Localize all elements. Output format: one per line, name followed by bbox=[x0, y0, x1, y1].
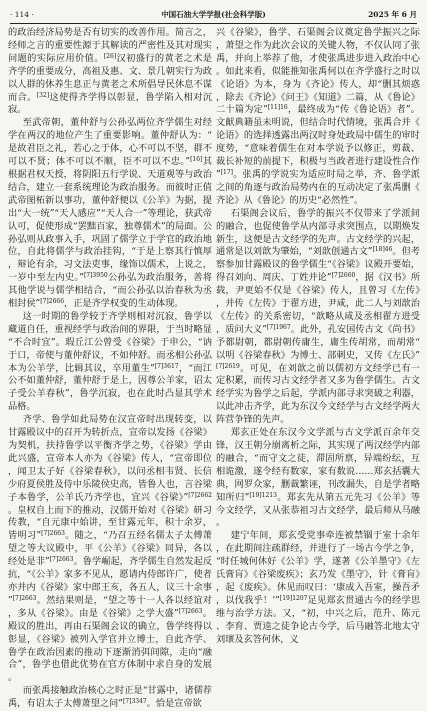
citation-ref: [32] bbox=[36, 91, 50, 99]
citation-ref: [7]3950 bbox=[83, 272, 108, 280]
issue-date: 2025 年 6 月 bbox=[368, 10, 417, 19]
journal-title: 中国石油大学学报(社会科学版) bbox=[161, 10, 266, 19]
text-run: 足见郑玄贯通古今的经学思维与治学方法。又，“初，中兴之后，范升、陈元、李育、贾逵之徒争论古今学，后马融答北地太守刘瓌及玄答何休，义 bbox=[216, 594, 421, 645]
citation-ref: [18]46 bbox=[372, 246, 393, 254]
text-run: 齐学、鲁学如此局势在汉宣帝时出现转变，以甘露殿议中的召开为转折点，宣帝以发扬《谷梁》为契机，扶持鲁学以平衡齐学之势，《谷梁》学由此兴盛，宣帝本人亦为《谷梁》传人，“宣帝即位，闻卫太子好《谷梁春秋》，以问丞相韦贤、长信少府夏侯胜及侍中乐陵侯史高，皆鲁人也，言谷梁子本鲁学，公羊氏乃齐学也，宜兴《谷梁》” bbox=[8, 414, 212, 503]
text-run: 兴《谷梁》，鲁学、石渠阁会议奠定鲁学振兴之际，萧望之作为此次会议的关键人物，不仅认同了张禹，并向上举荐了他，才使张禹进步进入政治中心。如此来看，似能推知张禹何以在齐学盛行之时以《论语》为本，身为《齐论》传人，却“删其烦惑，除去《齐论》《问王》《知道》二篇，从《鲁论》二十篇为定” bbox=[216, 27, 420, 116]
paragraph bbox=[216, 27, 420, 208]
running-header bbox=[10, 8, 417, 22]
citation-ref: [17] bbox=[220, 168, 234, 176]
text-run: ，据《汉书》所载，尹更始不仅是《谷梁》传人，且曾习《左传》，并传《左传》于翟方进，尹咸，此二人与刘歆治《左传》的关系密切，“歆略从咸及丞相翟方进受，质问大义” bbox=[216, 272, 421, 335]
text-run: 。鲁学崛起，齐学儒生自然发起反抗，“《公羊》家多不见从，愿请内侍郎许广，使者亦并内《谷梁》家中郎王亥，各五人，议三十余事” bbox=[8, 556, 213, 606]
citation-ref: [16] bbox=[190, 156, 203, 164]
text-run: ，最终成为“传《鲁论语》者”。文献典籍虽未明说，但结合时代情境，张禹合并《论语》的选择透露出两汉时身处政局中儒生的审时度势，“意味着儒生在对本学说予以修正，剪裁、裁长补短的前提下，积极与当政者进行建设性合作” bbox=[216, 104, 420, 180]
paragraph bbox=[216, 208, 420, 427]
text-run: 石渠阁会议后，鲁学的振兴不仅带来了学派间的融合，也促使鲁学从内部寻求突围点，以期焕发新生，这便是古文经学的先声。古文经学的兴起，通常是以刘歆为肇始，“刘歆创通古文” bbox=[216, 207, 420, 258]
text-run: 。可见，在刘歆之前以儒初方文经学已有一定积累，而传习古文经学者又多为鲁学儒生。古文经学实为鲁学之后起，学派内部寻求突破之利器，以此冲击齐学，此为东汉今文经学与古文经学两大阵营争锋的先声。 bbox=[216, 362, 420, 426]
paragraph bbox=[8, 685, 212, 711]
text-run: ，“而江公不如董仲舒，董仲舒于是上，因尊公羊家，诏太子受公羊春秋”，鲁学沉寂，也在此时凸显其学术品格。 bbox=[8, 362, 212, 413]
paragraph bbox=[8, 27, 212, 117]
text-run: 这一时期的鲁学较于齐学则相对沉寂，鲁学以藏道自任，重视经学与政治间的界限，于当时略显“不合时宜”。瑕丘江公曾受《谷梁》于申公，“讷于口，帝使与董仲舒议，不如仲舒。而丞相公孙弘本为公羊学，比辑其议，卒用董生” bbox=[8, 310, 212, 374]
paragraph bbox=[8, 311, 212, 414]
text-run: ，正是齐学权变的生动体现。 bbox=[64, 298, 184, 310]
text-run: 。张禹的学说实为适应时局之举，齐、鲁学派之间的角逐与政治局势内在的互动决定了张禹删《齐论》从《鲁论》的历史“必然性”。 bbox=[216, 168, 420, 206]
citation-ref: [19]1207 bbox=[279, 594, 308, 602]
text-run: 公孙弘为政治服务，善将其他学说与儒学相结合，“而公孙弘以治春秋为丞相封侯” bbox=[8, 272, 212, 310]
text-run: 汉初盛行的黄老之术是齐学的重要成分，高祖及惠、文、景几朝实行为政以人群的休养生息正与黄老之术所倡导民休息不谋而合。 bbox=[8, 52, 213, 103]
text-run: 。随之，“乃召五经名儒太子太傅萧望之等大议殿中，平《公羊》《谷梁》同异，各以经处是非” bbox=[8, 530, 212, 568]
citation-ref: [7]2663 bbox=[41, 530, 65, 538]
header-rule bbox=[10, 23, 417, 24]
paragraph bbox=[8, 117, 212, 311]
citation-ref: [7]1967 bbox=[266, 323, 291, 331]
text-run: 郑玄正处在东汉今文学派与古文学派百余年交锋，汉王朝分崩离析之际，其实现了两汉经学内部的融合，“而守文之徒，滞固所禀，异端纷纭，互相诡激，遂令经有数家，家有数说……郑玄括囊大典，网罗众家，删裁繁诬，刊改漏失，自是学者略知所归” bbox=[216, 427, 420, 503]
citation-ref: [7]3617 bbox=[154, 362, 179, 370]
page-number: · 114 · bbox=[10, 10, 34, 19]
left-column bbox=[8, 27, 213, 710]
text-run: 这使得齐学得以彰显，鲁学陷入相对沉寂。 bbox=[8, 91, 213, 116]
text-run: 。皇权自上而下的推动，汉儒开始对《谷梁》研习传教，“自元康中始讲，至甘露元年，积十余岁，皆明习” bbox=[8, 504, 212, 542]
paragraph bbox=[216, 427, 420, 530]
text-run: 。恰是宣帝欲 bbox=[146, 698, 202, 710]
text-run: 。此外，孔安国传古文《尚书》予都尉朝，都尉朝传庸生，庸生传胡常，而胡常“以明《谷梁春秋》为博士、部刺史，又传《左氏》” bbox=[216, 323, 420, 361]
right-column bbox=[216, 27, 421, 645]
citation-ref: [7]2662 bbox=[188, 491, 212, 499]
text-run: 。郑玄先从第五元先习《公羊》等今文经学，又从张恭祖习古文经学，最后师从马融。 bbox=[216, 491, 421, 529]
text-run: 其根据君权天授，将阴阳五行学说、天道观等与政治结合，建立一套系统理论为政治服务。而彼时正值武帝图柘新以事功，董仲舒便以《公羊》为据，提出“大一统”“天人感应”“天人合一”等理论，获武帝认可，促使形成“罢黜百家，独尊儒术”的局面。公孙弘则从政事入手，巩固了儒学立于学官的政治地位，自此将儒学与政治挂钩，“于是上察其行慎厚，辩论有余，习文法吏事，缘饰以儒术，上说之，一岁中至左内史。” bbox=[8, 156, 212, 284]
text-run: 至武帝朝，董仲舒与公孙弘两位齐学儒生对经学在两汉的地位产生了重要影响。董仲舒认为：“是故君臣之礼，若心之于体，心不可以不坚，群不可以不贤；体不可以不顺，臣不可以不忠。” bbox=[8, 117, 212, 168]
citation-ref: [7]2619 bbox=[216, 362, 240, 370]
citation-ref: [7]2660 bbox=[331, 272, 356, 280]
citation-ref: [7]2663 bbox=[12, 594, 37, 602]
citation-ref: [11]16 bbox=[267, 104, 288, 112]
paragraph bbox=[8, 414, 212, 685]
citation-ref: [7]2663 bbox=[49, 556, 74, 564]
text-run: 。然结果则是，“望之等十一人各以经谊对，多从《谷梁》。由是《谷梁》之学大盛” bbox=[8, 594, 212, 619]
text-run: 建宁年间，郑玄受党事牵连被禁锢于室十余年，在此期间注疏群经，并进行了一场古今学之争，“时任城何休好《公羊》学，遂著《公羊墨守》《左氏膏肓》《谷梁废疾》；玄乃发《墨守》，针《膏肓》，起《废疾》。休见而叹曰：‘康成入吾室，操吾矛，以伐我乎！’” bbox=[216, 530, 420, 606]
text-run: 而张禹接触政治核心之时正是“甘露中，诸儒荐禹，有诏太子太傅萧望之问” bbox=[8, 685, 212, 710]
citation-ref: [7]2663 bbox=[178, 607, 203, 615]
text-run: 。但考察参加甘露殿议的鲁学儒生“《谷梁》议殿开要始，得召刘向、周庆、丁姓并论” bbox=[216, 246, 420, 284]
citation-ref: [7]3347 bbox=[122, 698, 147, 706]
citation-ref: [26] bbox=[103, 52, 117, 60]
text-run: 的政治经济局势是否有切实的改善作用。简言之，经师之言的重要性源于其解读的严密性及其对现实问题的实际应用价值。 bbox=[8, 27, 212, 64]
paragraph bbox=[216, 530, 420, 646]
citation-ref: [7]2666 bbox=[40, 298, 65, 306]
citation-ref: [19]1213 bbox=[249, 491, 277, 499]
text-run: 。殿议的胜出，再由石渠阁会议的确立，鲁学终得以彰显，《谷梁》被列入学官并立博士，自此齐学、鲁学在政治因素的推动下逐渐消弭间隙，走向“融合”，鲁学也借此优势在官方体制中求自身的发展。 bbox=[8, 607, 212, 684]
